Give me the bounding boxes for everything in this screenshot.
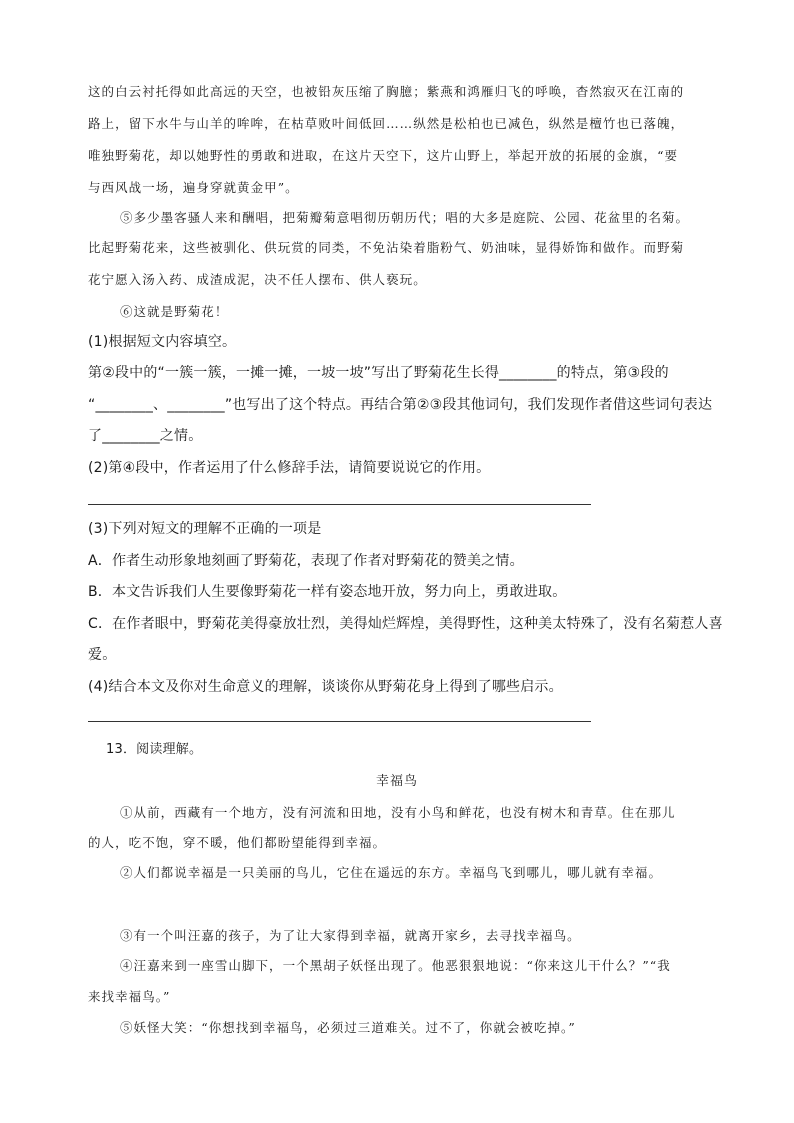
passage-p5-line2: 比起野菊花来，这些被驯化、供玩赏的同类，不免沾染着脂粉气、奶油味，显得娇饰和做作。而野菊 bbox=[88, 240, 685, 255]
question-1-title: (1)根据短文内容填空。 bbox=[88, 334, 237, 350]
story-title: 幸福鸟 bbox=[375, 774, 418, 789]
question-3-option-c-line1: C．在作者眼中，野菊花美得豪放壮烈，美得灿烂辉煌，美得野性，这种美太特殊了，没有名菊惹人喜 bbox=[88, 616, 723, 632]
passage-p4-line3: 唯独野菊花，却以她野性的勇敢和进取，在这片天空下，这片山野上，举起开放的拓展的金旗，“要 bbox=[88, 148, 679, 163]
passage-p4-line1: 这的白云衬托得如此高远的天空，也被铅灰压缩了胸臆；紫燕和鸿雁归飞的呼唤，杳然寂灭在江南的 bbox=[88, 84, 685, 99]
question-13-heading: 13．阅读理解。 bbox=[106, 742, 203, 757]
question-2: (2)第④段中，作者运用了什么修辞手法，请简要说说它的作用。 bbox=[88, 460, 491, 476]
question-3-option-b: B．本文告诉我们人生要像野菊花一样有姿态地开放，努力向上，勇敢进取。 bbox=[88, 584, 567, 600]
story-p4-line1: ④汪嘉来到一座雪山脚下，一个黑胡子妖怪出现了。他恶狠狠地说：“你来这儿干什么？”“我 bbox=[120, 958, 671, 973]
question-4: (4)结合本文及你对生命意义的理解，谈谈你从野菊花身上得到了哪些启示。 bbox=[88, 679, 563, 695]
question-3-title: (3)下列对短文的理解不正确的一项是 bbox=[88, 521, 322, 537]
answer-line-q2 bbox=[88, 504, 591, 505]
question-1-line1: 第②段中的“一簇一簇，一摊一摊，一坡一坡”写出了野菊花生长得________的特点，第③段的 bbox=[88, 365, 669, 381]
question-3-option-c-line2: 爱。 bbox=[88, 647, 117, 663]
story-p1-line1: ①从前，西藏有一个地方，没有河流和田地，没有小鸟和鲜花，也没有树木和青草。住在那儿 bbox=[120, 805, 676, 820]
question-3-option-a: A．作者生动形象地刻画了野菊花，表现了作者对野菊花的赞美之情。 bbox=[88, 553, 524, 569]
question-1-line3: 了________之情。 bbox=[88, 428, 203, 444]
passage-p4-line2: 路上，留下水牛与山羊的哞哞，在枯草败叶间低回……纵然是松柏也已减色，纵然是檀竹也已落魄， bbox=[88, 116, 685, 131]
question-1-line2: “________、________”也写出了这个特点。再结合第②③段其他词句，我们发现作者借这些词句表达 bbox=[88, 397, 713, 413]
story-p2: ②人们都说幸福是一只美丽的鸟儿，它住在遥远的东方。幸福鸟飞到哪儿，哪儿就有幸福。 bbox=[120, 865, 663, 880]
passage-p5-line3: 花宁愿入汤入药、成渣成泥，决不任人摆布、供人亵玩。 bbox=[88, 272, 427, 287]
passage-p5-line1: ⑤多少墨客骚人来和酬唱，把菊瓣菊意唱彻历朝历代；唱的大多是庭院、公园、花盆里的名菊。 bbox=[120, 210, 690, 225]
story-p3: ③有一个叫汪嘉的孩子，为了让大家得到幸福，就离开家乡，去寻找幸福鸟。 bbox=[120, 928, 581, 943]
story-p5: ⑤妖怪大笑：“你想找到幸福鸟，必须过三道难关。过不了，你就会被吃掉。” bbox=[120, 1020, 576, 1035]
story-p1-line2: 的人，吃不饱，穿不暖，他们都盼望能得到幸福。 bbox=[88, 835, 387, 850]
answer-line-q4 bbox=[88, 721, 591, 722]
passage-p4-line4: 与西风战一场，遍身穿就黄金甲”。 bbox=[88, 180, 299, 195]
story-p4-line2: 来找幸福鸟。” bbox=[88, 989, 171, 1004]
passage-p6: ⑥这就是野菊花！ bbox=[120, 304, 229, 319]
